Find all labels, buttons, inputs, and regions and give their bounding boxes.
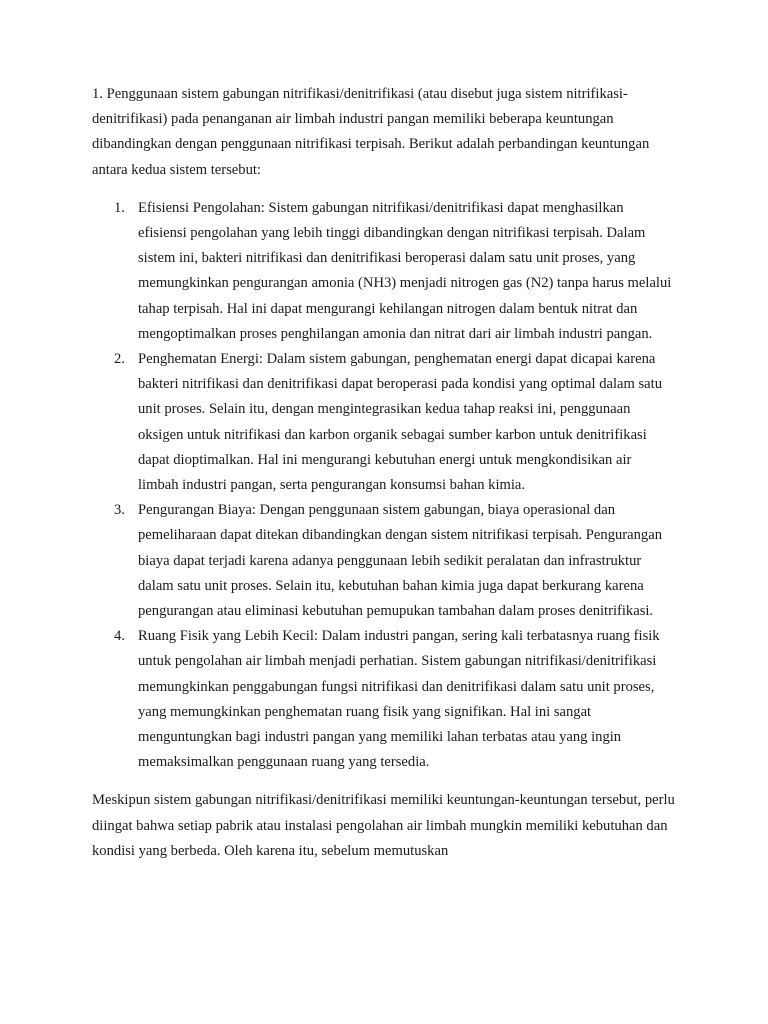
intro-paragraph: 1. Penggunaan sistem gabungan nitrifikasi/denitrifikasi (atau disebut juga sistem nitrifikasi-denitrifikasi) pada penanganan air limbah industri pangan memiliki beberapa keuntungan dibandingkan dengan penggunaan nitrifikasi terpisah. Berikut adalah perbandingan keuntungan antara kedua sistem tersebut: bbox=[92, 86, 650, 178]
advantages-list bbox=[92, 196, 676, 776]
closing-paragraph: Meskipun sistem gabungan nitrifikasi/denitrifikasi memiliki keuntungan-keuntungan tersebut, perlu diingat bahwa setiap pabrik atau instalasi pengolahan air limbah mungkin memiliki kebutuhan dan kondisi yang berbeda. Oleh karena itu, sebelum memutuskan bbox=[92, 792, 675, 859]
list-item bbox=[92, 196, 676, 347]
list-item bbox=[92, 347, 676, 498]
list-item-text: Ruang Fisik yang Lebih Kecil: Dalam industri pangan, sering kali terbatasnya ruang fisik untuk pengolahan air limbah menjadi perhatian. Sistem gabungan nitrifikasi/denitrifikasi memungkinkan penggabungan fungsi nitrifikasi dan denitrifikasi dalam satu unit proses, yang memungkinkan penghematan ruang fisik yang signifikan. Hal ini sangat menguntungkan bagi industri pangan yang memiliki lahan terbatas atau yang ingin memaksimalkan penggunaan ruang yang tersedia. bbox=[138, 628, 660, 771]
list-item-number: 2. bbox=[114, 351, 125, 368]
list-item-number: 1. bbox=[114, 199, 125, 216]
list-item bbox=[92, 624, 676, 775]
list-item bbox=[92, 498, 676, 624]
list-item-number: 4. bbox=[114, 628, 125, 645]
list-item-text: Pengurangan Biaya: Dengan penggunaan sistem gabungan, biaya operasional dan pemeliharaan dapat ditekan dibandingkan dengan sistem nitrifikasi terpisah. Pengurangan biaya dapat terjadi karena adanya penggunaan lebih sedikit peralatan dan infrastruktur dalam satu unit proses. Selain itu, kebutuhan bahan kimia juga dapat berkurang karena pengurangan atau eliminasi kebutuhan pemupukan tambahan dalam proses denitrifikasi. bbox=[138, 502, 662, 620]
list-item-text: Efisiensi Pengolahan: Sistem gabungan nitrifikasi/denitrifikasi dapat menghasilkan efisiensi pengolahan yang lebih tinggi dibandingkan dengan nitrifikasi terpisah. Dalam sistem ini, bakteri nitrifikasi dan denitrifikasi beroperasi dalam satu unit proses, yang memungkinkan pengurangan amonia (NH3) menjadi nitrogen gas (N2) tanpa harus melalui tahap terpisah. Hal ini dapat mengurangi kehilangan nitrogen dalam bentuk nitrat dan mengoptimalkan proses penghilangan amonia dan nitrat dari air limbah industri pangan. bbox=[138, 199, 672, 342]
list-item-number: 3. bbox=[114, 502, 125, 519]
list-item-text: Penghematan Energi: Dalam sistem gabungan, penghematan energi dapat dicapai karena bakteri nitrifikasi dan denitrifikasi dapat beroperasi pada kondisi yang optimal dalam satu unit proses. Selain itu, dengan mengintegrasikan kedua tahap reaksi ini, penggunaan oksigen untuk nitrifikasi dan karbon organik sebagai sumber karbon untuk denitrifikasi dapat dioptimalkan. Hal ini mengurangi kebutuhan energi untuk mengkondisikan air limbah industri pangan, serta pengurangan konsumsi bahan kimia. bbox=[138, 351, 663, 494]
